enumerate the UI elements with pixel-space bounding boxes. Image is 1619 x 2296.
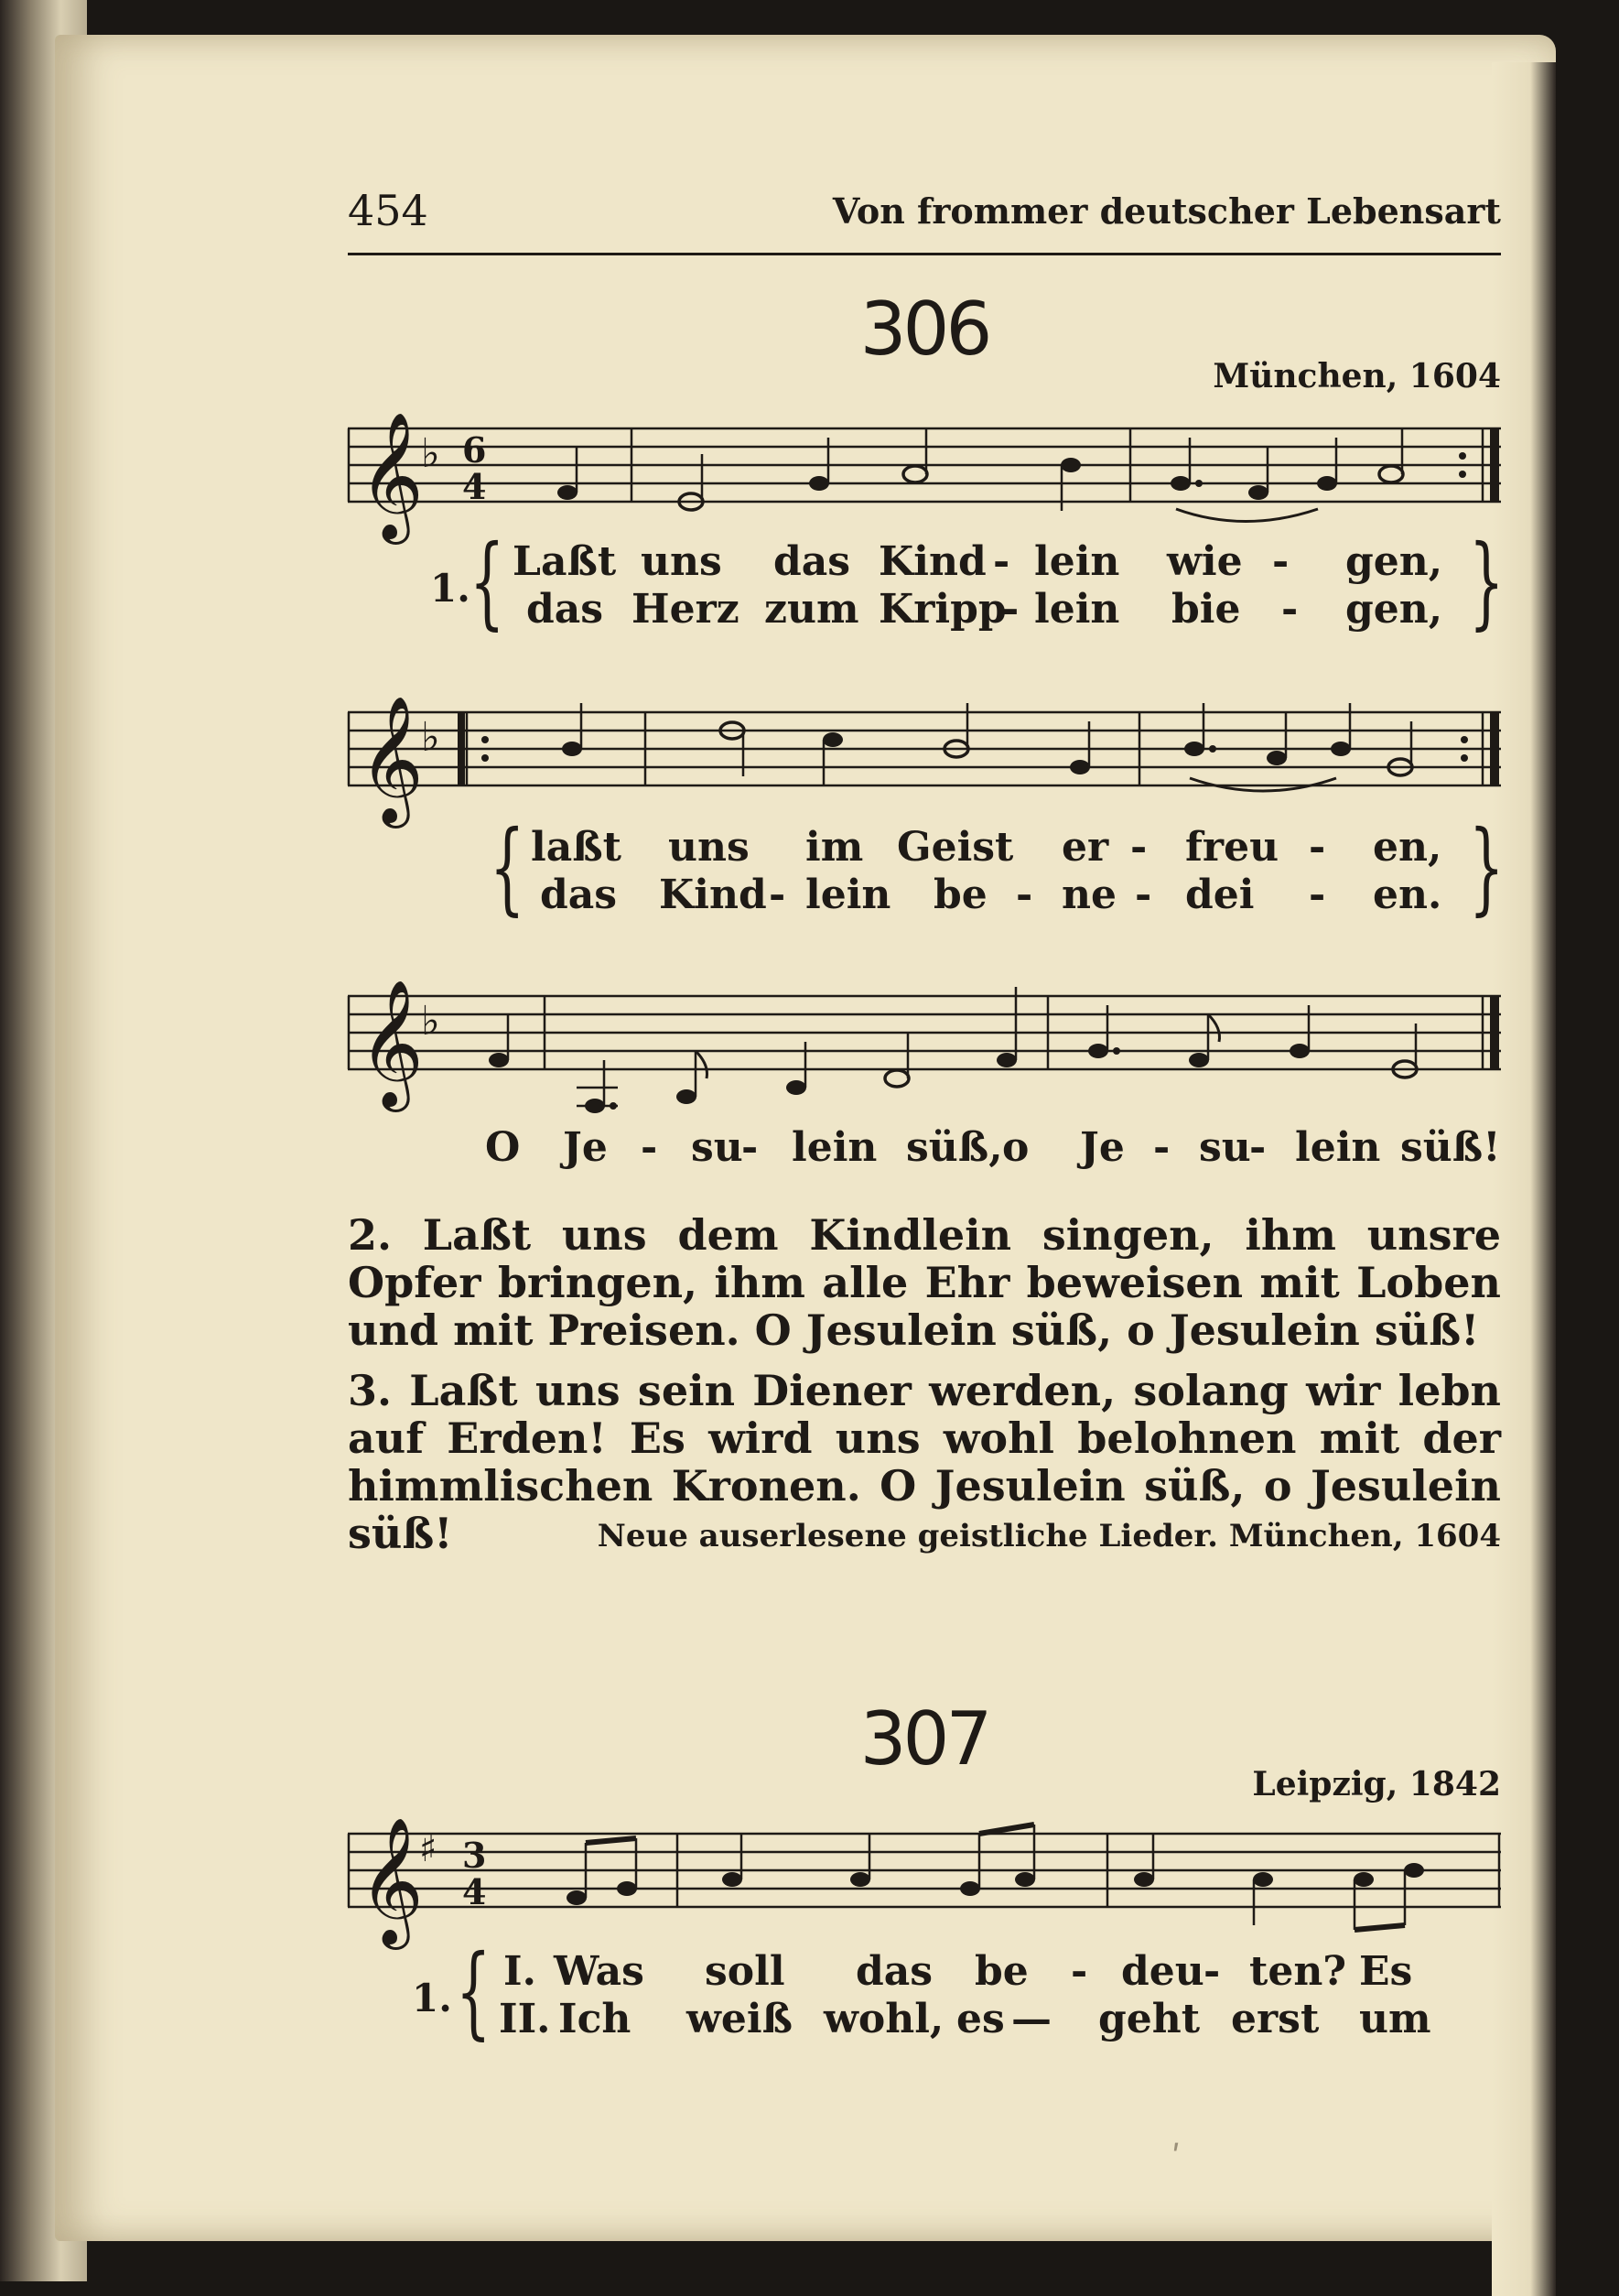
- verse-number: 1.: [430, 566, 470, 611]
- song-number-306: 306: [859, 287, 989, 372]
- staff-306-1: [348, 410, 1501, 547]
- song-306-origin: München, 1604: [1213, 357, 1501, 395]
- svg-text:3: 3: [462, 1835, 487, 1876]
- svg-text:♭: ♭: [421, 430, 440, 477]
- svg-text:4: 4: [462, 1871, 487, 1912]
- treble-clef-icon: 𝄞: [359, 980, 424, 1107]
- song-number-307: 307: [859, 1696, 989, 1782]
- svg-text:6: 6: [462, 429, 487, 471]
- treble-clef-icon: 𝄞: [359, 1817, 424, 1944]
- page-edge: [1492, 62, 1556, 2296]
- brace-left: {: [490, 808, 525, 926]
- svg-text:♭: ♭: [421, 714, 440, 761]
- song-307-origin: Leipzig, 1842: [1252, 1765, 1501, 1803]
- song-306-source: Neue auserlesene geistliche Lieder. München, 1604: [597, 1518, 1501, 1554]
- brace-right: }: [1469, 808, 1505, 926]
- stray-mark: ʹ: [1171, 2140, 1182, 2178]
- brace-left: {: [456, 1933, 491, 2050]
- running-title: Von frommer deutscher Lebensart: [832, 190, 1501, 232]
- verse-3: 3. Laßt uns sein Diener werden, solang wir lebn auf Erden! Es wird uns wohl belohnen mit der himmlischen Kronen. O Jesulein süß, o Jesulein süß!: [348, 1366, 1501, 1558]
- svg-text:♭: ♭: [421, 998, 440, 1045]
- svg-text:4: 4: [462, 466, 487, 507]
- staff-307-1: [348, 1815, 1501, 1953]
- brace-left: {: [470, 523, 505, 640]
- book-page: 454 Von frommer deutscher Lebensart 306 München, 1604 𝄞 ♭ 6 4 1. { Laßt uns das Kind - lein wie - gen, das Herz zum Kripp - lein bie - gen, } 𝄞 ♭ { laßt uns im Geist er - freu - en, das Kind - lein be - ne - dei - en. } 𝄞 ♭ O Je - su - lein süß, o Je - su - lein süß! 2. Laßt uns dem Kindlein singen, ihm unsre Opfer bringen, ihm alle Ehr beweisen mit Loben und mit Preisen. O Jesulein süß, o Jesulein süß! 3. Laßt uns sein Diener werden, solang wir lebn auf Erden! Es wird uns wohl belohnen mit der himmlischen Kronen. O Jesulein süß, o Jesulein süß! Neue auserlesene geistliche Lieder. München, 1604 307 Leipzig, 1842 𝄞 ♯ 3 4 1. { I. Was soll das be - deu - ten? Es II. Ich weiß wohl, es — geht erst um ʹ: [55, 35, 1556, 2241]
- staff-306-3: [348, 978, 1501, 1124]
- treble-clef-icon: 𝄞: [359, 412, 424, 539]
- brace-right: }: [1469, 523, 1505, 640]
- header-rule: [348, 253, 1501, 255]
- treble-clef-icon: 𝄞: [359, 696, 424, 823]
- page-number: 454: [348, 186, 428, 235]
- svg-text:♯: ♯: [419, 1828, 437, 1870]
- verse-number: 1.: [412, 1976, 452, 2020]
- verse-2: 2. Laßt uns dem Kindlein singen, ihm unsre Opfer bringen, ihm alle Ehr beweisen mit Loben und mit Preisen. O Jesulein süß, o Jesulein süß!: [348, 1210, 1501, 1355]
